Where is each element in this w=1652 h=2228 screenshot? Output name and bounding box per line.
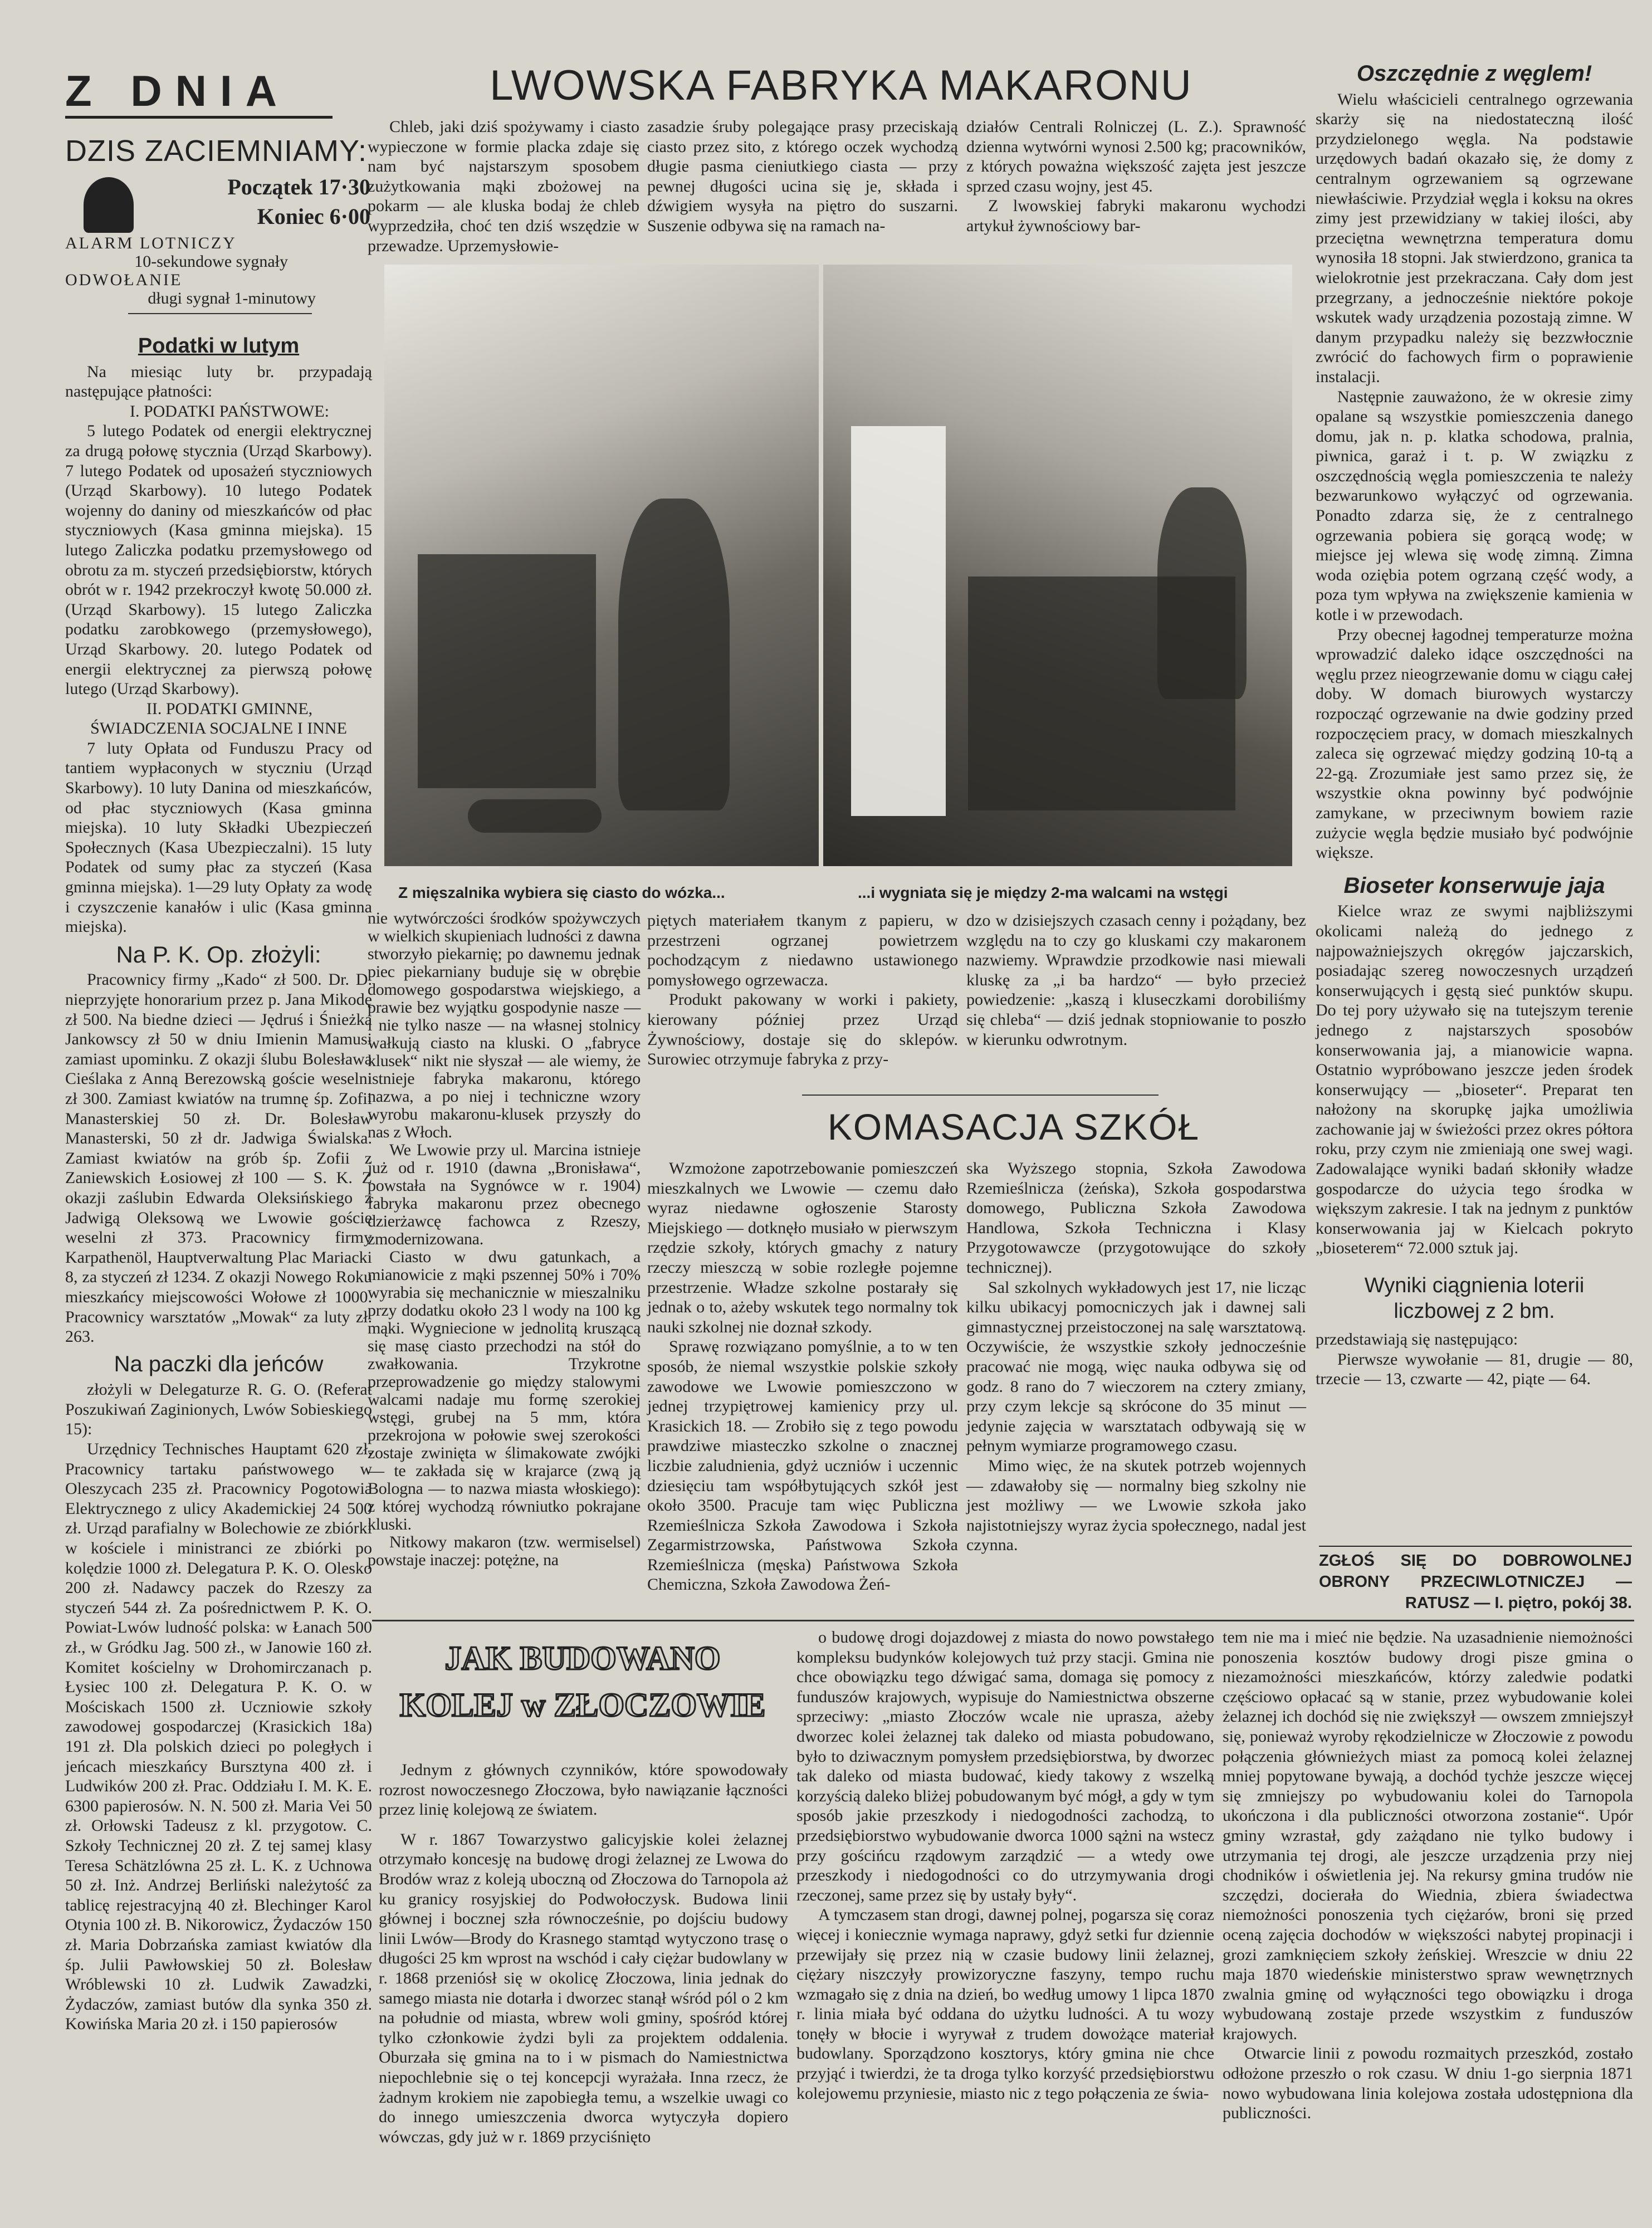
paragraph: działów Centrali Rolniczej (L. Z.). Sprawność dzienna wytwórni wynosi 2.500 kg; pracowników, z których poważna większość zajęta jest jeszcze sprzed czasu wojny, jest 45. <box>966 118 1306 196</box>
paragraph: Mimo więc, że na skutek potrzeb wojennych — zdawałoby się — normalny bieg szkolny nie jest możliwy — we Lwowie szkoła jako najistotniejszy wyraz życia społecznego, nadal jest czynna. <box>966 1456 1306 1555</box>
photo-rolling-machine <box>823 265 1292 866</box>
paragraph: Kielce wraz ze swymi najbliższymi okolicami należą do jednego z najpoważniejszych okręgów jajczarskich, posiadając szereg nowoczesnych urządzeń konserwujących i gęstą sieć punktów skupu. Do tej pory używało się na tutejszym terenie jednego z najstarszych sposobów konserwowania jaj, a mianowicie wapna. Ostatnio wypróbowano jeszcze jeden środek konserwujący — „bioseter“. Preparat ten nałożony na skorupkę jajka umożliwia zachowanie jaj w świeżości przez okres półtora roku, przy czym nie zmieniają one swej wagi. Zadowalające wyniki badań skłoniły władze gospodarcze do użycia tego środka w większym zakresie. I tak na jednym z punktów konserwowania jaj w Kielcach pokryto „bioseterem“ 72.000 sztuk jaj. <box>1316 902 1633 1258</box>
masthead-z-dnia: Z DNIA <box>65 66 333 119</box>
paragraph: nie wytwórczości środków spożywczych w wielkich skupieniach ludności z dawna stworzyło piekarnię; po dawnemu jednak piec piekarniany buduje się w obrębie domowego gospodarstwa wiejskiego, a prawie bez wyjątku gospodynie nasze — i nie tylko nasze — na własnej stolnicy wałkują ciasto na kluski. O „fabryce klusek“ nikt nie słyszał — ale wiemy, że istnieje fabryka makaronu, którego nazwa, a po niej i techniczne wzory wyrobu makaronu-klusek przyszły do nas z Włoch. <box>368 909 641 1141</box>
makaron-intro-col1 <box>368 117 639 255</box>
right-column <box>1316 61 1633 1540</box>
paragraph: Pierwsze wywołanie — 81, drugie — 80, trzecie — 13, czwarte — 42, piąte — 64. <box>1316 1350 1633 1389</box>
blackout-title: DZIS ZACIEMNIAMY: <box>65 134 368 168</box>
paragraph: o budowę drogi dojazdowej z miasta do nowo powstałego kompleksu budynków kolejowych tuż przy stacji. Gmina nie chce obowiązku tego dźwigać sama, domaga się pomocy z funduszów krajowych, wypisuje do Namiestnictwa obszerne sprzeciwy: „miasto Złoczów wcale nie uprasza, ażeby dworzec kolei żelaznej tak daleko od miasta pobudowano, było to dziwacznym pomysłem przedsiębiorstwa, by dworzec tak daleko od miasta budować, kiedy takowy z wszelką korzyścią daleko bliżej pobudowanym być mógł, a gdy w tym sposób jakie przeszkody i niedogodności zachodzą, to przedsiębiorstwo wybudowanie dworca 1000 sążni na wstecz przy gościńcu rządowym zarządzić — a wtedy owe przeszkody i niedogodności co do utrzymywania drogi rzeczonej, same przez się by ustały były“. <box>796 1628 1214 1904</box>
lamp-icon <box>84 177 134 233</box>
paragraph: Jednym z głównych czynników, które spowodowały rozrost nowoczesnego Złoczowa, było nawiązanie łączności przez linię kolejową ze światem. <box>379 1761 788 1819</box>
paragraph: Pracownicy firmy „Kado“ zł 500. Dr. D. nieprzyjęte honorarium przez p. Jana Mikodę zł 500. Na biedne dzieci — Jędruś i Śnieżka Jankowscy zł 50 w dniu Imienin Mamusi zamiast upominku. Z okazji ślubu Bolesława Cieślaka z Anną Berezowską goście weselni zł 300. Zamiast kwiatów na trumnę śp. Zofii Manasterskiej 50 zł. Dr. Bolesław Manasterski, 50 zł dr. Jadwiga Świalska. Zamiast kwiatów na grób śp. Zofii z Zaniewskich Łosiowej zł 100 — S. K. Z okazji zaślubin Edwarda Oleksińskiego z Jadwigą Oleksową we Lwowie goście weselni zł 373. Pracownicy firmy Karpathenöl, Hauptverwaltung Plac Mariacki 8, za styczeń zł 1234. Z okazji Nowego Roku mieszkańcy miejscowości Wołowe zł 1000. Pracownicy warsztatów „Mowak“ za luty zł. 263. <box>65 970 372 1346</box>
article-title-komasacja: KOMASACJA SZKÓŁ <box>827 1106 1200 1147</box>
komasacja-col1 <box>647 1159 958 1614</box>
makaron-intro-col3 <box>966 117 1306 240</box>
paragraph: Sal szkolnych wykładowych jest 17, nie licząc kilku ubikacyj pomocniczych jak i dawnej sali gimnastycznej przeistoczonej na salę warsztatową. Oczywiście, że wszystkie szkoły jednocześnie pracować nie mogą, więc nauka odbywa się od godz. 8 rano do 7 wieczorem na cztery zmiany, przy czym lekcje są skrócone do 35 minut — jedynie zajęcia w warsztatach odbywają się w pełnym wymiarze programowego czasu. <box>966 1278 1306 1455</box>
paragraph: 5 lutego Podatek od energii elektrycznej za drugą połowę stycznia (Urząd Skarbowy). 7 lutego Podatek od uposażeń styczniowych (Urząd Skarbowy). 10 lutego Podatek wojenny do daniny od mieszkańców od płac styczniowych (Kasa gminna miejska). 15 lutego Zaliczka podatku przemysłowego od obrotu za m. styczeń przedsiębiorstw, których obrót w r. 1942 przekroczył kwotę 50.000 zł. (Urząd Skarbowy). 15 lutego Zaliczka podatku zarobkowego (przemysłowego), Urząd Skarbowy. 20. lutego Podatek od energii elektrycznej za pierwszą połowę lutego (Urząd Skarbowy). <box>65 422 372 698</box>
blackout-start: Początek 17·30 <box>227 174 370 199</box>
article-title-makaron: LWOWSKA FABRYKA MAKARONU <box>490 62 1192 109</box>
paragraph: Nitkowy makaron (tzw. wermiselsel) powstaje inaczej: potężne, na <box>368 1533 641 1569</box>
section-title-wegiel: Oszczędnie z węglem! <box>1356 61 1592 86</box>
paragraph: Sprawę rozwiązano pomyślnie, a to w ten sposób, że niemal wszystkie polskie szkoły zawodowe we Lwowie pomieszczono w jednej trzypiętrowej kamienicy przy ul. Krasickich 18. — Zrobiło się z tego powodu prawdziwe miasteczko szkolne o znacznej liczbie zaludnienia, gdyż uczniów i uczennic dziesięciu tam współbytujących szkół jest około 3500. Pracuje tam więc Publiczna Rzemieślnicza Szkoła Zawodowa i Szkoła Zegarmistrzowska, Państwowa Szkoła Rzemieślnicza (męska) Państwowa Szkoła Chemiczna, Szkoła Zawodowa Żeń- <box>647 1337 958 1594</box>
paragraph: Następnie zauważono, że w okresie zimy opalane są wszystkie pomieszczenia danego domu, jak n. p. klatka schodowa, pralnia, piwnica, garaż i t. p. W związku z oszczędnością węgla pomieszczenia te należy bezwarunkowo wyłączyć od ogrzewania. Ponadto zdarza się, że z centralnego ogrzewania pobiera się gorącą wodę; w miejsce jej wlewa się wodę zimną. Zimna woda oziębia potem ogrzaną część wody, a poza tym wpływa na zwiększenie kamienia w kotle i w przewodach. <box>1316 387 1633 624</box>
divider <box>802 1095 1159 1096</box>
paragraph: Produkt pakowany w worki i pakiety, kierowany później przez Urząd Żywnościowy, dostaje się do sklepów. Surowiec otrzymuje fabryka z przy- <box>647 990 958 1069</box>
makaron-col1 <box>368 910 641 1618</box>
paragraph: Wielu właścicieli centralnego ogrzewania skarży się na niedostateczną ilość przydzielonego węgla. Na podstawie urzędowych badań okazało się, że domy z centralnym ogrzewaniem są ogrzewane niewłaściwie. Przydział węgla i koksu na okres zimy jest przewidziany w takiej ilości, aby przeciętna wewnętrzna temperatura domu wynosiła 18 stopni. Jak stwierdzono, granica ta wielokrotnie jest przekraczana. Cały dom jest przegrzany, a jednocześnie niektóre pokoje wskutek wady urządzenia pozostają zimne. W danym przypadku należy się bezzwłocznie zwrócić do fachowych firm o poprawienie instalacji. <box>1316 90 1633 386</box>
paragraph: Ciasto w dwu gatunkach, a mianowicie z mąki pszennej 50% i 70% wyrabia się mechanicznie w mieszalniku przy dodatku około 23 l wody na 100 kg mąki. Wygniecione w jednolitą kruszącą się masę ciasto przechodzi na stół do zwałkowania. Trzykrotne przeprowadzenie go między stalowymi walcami nadaje mu formę szerokiej wstęgi, grubej na 5 mm, która przekrojona w połowie swej szerokości zostaje zwinięta w ślimakowate zwójki — te zakłada się w krajarce (zwą ją Bologna — to nazwa miasta włoskiego): z której wychodzą równiutko pokrajane kluski. <box>368 1248 641 1533</box>
paragraph: tem nie ma i mieć nie będzie. Na uzasadnienie niemożności ponoszenia kosztów budowy drogi pisze gmina o niezamożności mieszkańców, którzy zaledwie podatki częściowo opłacać są w stanie, przez wybudowanie kolei żelaznej ich dochód się nie zwiększył — owszem zmniejszył się, ponieważ wyroby rękodzielnicze w Złoczowie z powodu połączenia głównieżych miast za pomocą kolei żelaznej mniej popytowane bywają, a dochód tychże jeszcze więcej się zmniejszy po wybudowaniu kolei do Tarnopola ukończona i dla publiczności otworzona zostanie“. Upór gminy wzrastał, gdy zażądano nie tylko budowy i utrzymania tej drogi, ale jeszcze urządzenia przy niej chodników i oświetlenia jej. Na rekursy gmina trudów nie szczędzi, docierała do Wiednia, zbiera świadectwa niemożności ponoszenia tych ciężarów, broni się przed oceną zajęcia dochodów w większości nabytej propinacji i grozi zamknięciem szkoły żeńskiej. Wreszcie w dniu 22 maja 1870 wiedeńskie ministerstwo spraw wewnętrznych zwalnia gminę od wyłączności tego obowiązku i droga wybudowaną zostaje przede wszystkim z funduszów krajowych. <box>1223 1628 1633 2043</box>
paragraph: dzo w dzisiejszych czasach cenny i pożądany, bez względu na to czy go kluskami czy makaronem nazwiemy. Wprawdzie przodkowie nasi miewali kluskę za „i ba hardzo“ — było przecież powiedzenie: „kaszą i kluseczkami dorobiliśmy się chleba“ — dziś jednak stopniowanie to poszło w kierunku odwrotnym. <box>966 911 1306 1049</box>
kolej-col2 <box>796 1628 1214 2224</box>
section-title-podatki: Podatki w lutym <box>138 334 300 358</box>
paragraph: Przy obecnej łagodnej temperaturze można wprowadzić daleko idące oszczędności na węglu przez nieogrzewanie domu w ciągu całej doby. W domach biurowych wystarczy rozpocząć ogrzewanie na dwie godziny przed rozpoczęciem pracy, w domach mieszkalnych zaleca się ogrzewać między godziną 10-tą a 22-gą. Zrozumiałe jest samo przez się, że wszystkie okna powinny być podwójnie zamykane, w przeciwnym bowiem razie zużycie węgla będzie musiało być podwójnie większe. <box>1316 625 1633 862</box>
makaron-col2 <box>647 911 958 1078</box>
section-title-bioseter: Bioseter konserwuje jaja <box>1343 873 1605 898</box>
alarm-info <box>65 234 372 307</box>
section-title-loteria: Wyniki ciągnienia loterii liczbowej z 2 bm. <box>1364 1274 1585 1323</box>
alarm-line: ALARM LOTNICZY <box>65 234 237 252</box>
article-title-kolej <box>377 1635 789 1728</box>
komasacja-col2 <box>966 1159 1306 1614</box>
divider <box>128 313 312 314</box>
civil-defense-notice: ZGŁOŚ SIĘ DO DOBROWOLNEJ OBRONY PRZECIWLOTNICZEJ — RATUSZ — I. piętro, pokój 38. <box>1319 1546 1632 1614</box>
blackout-end: Koniec 6·00 <box>257 204 370 229</box>
photo-caption-right: ...i wygniata się je między 2-ma walcami na wstęgi <box>858 884 1228 901</box>
paragraph: Na miesiąc luty br. przypadają następujące płatności: <box>65 362 372 401</box>
section-title-pko: Na P. K. Op. złożyli: <box>116 941 321 968</box>
paragraph: 7 luty Opłata od Funduszu Pracy od tantiem wypłaconych w styczniu (Urząd Skarbowy). 10 luty Danina od mieszkańców, od płac styczniowych (Kasa gminna miejska). 10 luty Składki Ubezpieczeń Społecznych (Kasa Ubezpieczalni). 15 luty Podatek od sumy płac za styczeń (Kasa gminna miejska). 1—29 luty Opłaty za wodę i czyszczenie kanałów i ulic (Kasa gminna miejska). <box>65 739 372 936</box>
paragraph: W r. 1867 Towarzystwo galicyjskie kolei żelaznej otrzymało koncesję na budowę drogi żelaznej ze Lwowa do Brodów wraz z koleją uboczną od Złoczowa do Tarnopola aż ku granicy rosyjskiej do Podwołoczysk. Budowa linii głównej i bocznej szła równocześnie, po dojściu budowy linii Lwów—Brody do Krasnego stamtąd wytyczono trasę o długości 25 km wprost na wschód i cały ciężar budowlany w r. 1868 przeniósł się w okolicę Złoczowa, linia jednak do samego miasta nie dotarła i dworzec stanął wśród pól o 2 km na południe od miasta, wbrew woli gminy, spośród której tylko członkowie żydzi byli za projektem oddalenia. Oburzała się gmina na to i w pismach do Namiestnictwa niepochlebnie się o tej koncepcji wyrażała. Inna rzecz, że żadnym krokiem nie zapobiegła temu, a wszelkie uwagi co do innego umieszczenia dworca wytyczyła dopiero wówczas, gdy już w r. 1869 przyciśnięto <box>379 1830 788 2146</box>
kolej-col1 <box>379 1760 788 2222</box>
paragraph: ska Wyższego stopnia, Szkoła Zawodowa Rzemieślnicza (żeńska), Szkoła gospodarstwa domowego, Publiczna Szkoła Zawodowa Handlowa, Szkoła Techniczna i Klasy Przygotowawcze (przygotowujące do szkoły technicznej). <box>966 1159 1306 1277</box>
photo-caption-left: Z mięszalnika wybiera się ciasto do wózka... <box>398 884 725 901</box>
alarm-line: 10-sekundowe sygnały <box>134 252 288 271</box>
paragraph: złożyli w Delegaturze R. G. O. (Referat Poszukiwań Zaginionych, Lwów Sobieskiego 15): <box>65 1380 372 1439</box>
paragraph: Urzędnicy Technisches Hauptamt 620 zł. Pracownicy tartaku państwowego w Oleszycach 235 zł. Pracownicy Pogotowia Elektrycznego z ulicy Akademickiej 24 500 zł. Urząd parafialny w Bolechowie ze zbiórki w kościele i ministranci ze zbiórki po kolędzie 1000 zł. Delegatura P. K. O. Olesko 200 zł. Nadawcy paczek do Rzeszy za styczeń 544 zł. Za pośrednictwem P. K. O. Powiat-Lwów ludność polska: w Łanach 500 zł., w Gródku Jag. 500 zł., w Janowie 160 zł. Komitet kościelny w Drohomirczanach p. Łysiec 100 zł. Delegatura P. K. O. w Mościskach 1500 zł. Uczniowie szkoły zawodowej gospodarczej (Krasickich 18a) 191 zł. Dla polskich dzieci po poległych i jeńcach mieszkańcy Bursztyna 400 zł. i Ludwików 200 zł. Prac. Oddziału I. M. K. E. 6300 papierosów. N. N. 500 zł. Maria Vei 50 zł. Orłowski Tadeusz z kl. przygotow. C. Szkoły Technicznej 20 zł. Z tej samej klasy Teresa Schätzlówna 25 zł. L. K. z Uchnowa 50 zł. Inż. Andrzej Berliński należytość za tablicę rejestracyjną 40 zł. Blechinger Karol Otynia 100 zł. B. Nikorowicz, Żydaczów 150 zł. Maria Dobrzańska zamiast kwiatów dla śp. Julii Pawłowskiej 50 zł. Bolesław Wróblewski 10 zł. Ludwik Zawadzki, Żydaczów, zamiast butów dla synka 350 zł. Kowińska Maria 20 zł. i 150 papierosów <box>65 1440 372 2034</box>
photo-mixer-cart <box>384 265 819 866</box>
paragraph: II. PODATKI GMINNE, ŚWIADCZENIA SOCJALNE I INNE <box>90 699 347 738</box>
makaron-col3 <box>966 911 1306 1078</box>
left-column <box>65 329 372 2222</box>
paragraph: We Lwowie przy ul. Marcina istnieje już od r. 1910 (dawna „Bronisława“, powstała na Sygnówce w r. 1904) fabryka makaronu przez obecnego dzierżawcę fachowca z Rzeszy, zmodernizowana. <box>368 1141 641 1248</box>
divider <box>372 1620 1634 1621</box>
paragraph: piętych materiałem tkanym z papieru, w przestrzeni ogrzanej powietrzem pochodzącym z niedawno ustawionego pomysłowego ogrzewacza. <box>647 911 958 989</box>
paragraph: Wzmożone zapotrzebowanie pomieszczeń mieszkalnych we Lwowie — czemu dało wyraz niedawne ogłoszenie Starosty Miejskiego — dotknęło musiało w pierwszym rzędzie szkoły, których gmachy z natury rzeczy mieszczą w sobie rozległe pojemne przestrzenie. Władze szkolne postarały się jednak o to, ażeby wskutek tego normalny tok nauki szkolnej nie doznał szkody. <box>647 1159 958 1336</box>
makaron-intro-col2 <box>647 117 958 240</box>
alarm-line: ODWOŁANIE <box>65 271 183 289</box>
paragraph: Otwarcie linii z powodu rozmaitych przeszkód, zostało odłożone przeszło o rok czasu. W dniu 1-go sierpnia 1871 nowo wybudowana linia kolejowa została udostępniona dla publiczności. <box>1223 2044 1633 2123</box>
section-title-jency: Na paczki dla jeńców <box>114 1351 324 1376</box>
paragraph: Chleb, jaki dziś spożywamy i ciasto wypieczone w formie placka zdaje się nam być najstarszym sposobem zużytkowania mąki zbożowej na pokarm — ale kluska bodaj że chleb wyprzedziła, choć ten dziś wszędzie w przewadze. Uprzemysłowie- <box>368 118 639 255</box>
paragraph: zasadzie śruby polegające prasy przeciskają ciasto przez sito, z którego oczek wychodzą długie pasma cieniutkiego ciasta — przy pewnej długości ucina się je, składa i dźwigiem wysyła na piętro do suszarni. Suszenie odbywa się na ramach na- <box>647 118 958 235</box>
kolej-col3 <box>1223 1628 1633 2224</box>
title-line: JAK BUDOWANO <box>444 1640 721 1677</box>
paragraph: I. PODATKI PAŃSTWOWE: <box>129 402 330 421</box>
paragraph: Z lwowskiej fabryki makaronu wychodzi artykuł żywnościowy bar- <box>966 197 1306 235</box>
title-line: KOLEJ w ZŁOCZOWIE <box>399 1687 766 1723</box>
alarm-line: długi sygnał 1-minutowy <box>148 289 316 307</box>
paragraph: przedstawiają się następująco: <box>1316 1330 1518 1349</box>
paragraph: A tymczasem stan drogi, dawnej polnej, pogarsza się coraz więcej i koniecznie wymaga naprawy, gdyż setki fur dziennie przewijały się przez nią w czasie budowy linii żelaznej, ciężary niszczyły prowizoryczne faszyny, tempo ruchu wzmagało się z dnia na dzień, bo według umowy 1 lipca 1870 r. linia miała być oddana do użytku ludności. A tu wozy tonęły w błocie i wyrywał z trudem dowożące materiał budowlany. Sporządzono kosztorys, który gmina nie chce przyjąć i twierdzi, że ta droga tylko korzyść przedsiębiorstwu kolejowemu przyniesie, miasto nic z tego połączenia ze świa- <box>796 1905 1214 2103</box>
